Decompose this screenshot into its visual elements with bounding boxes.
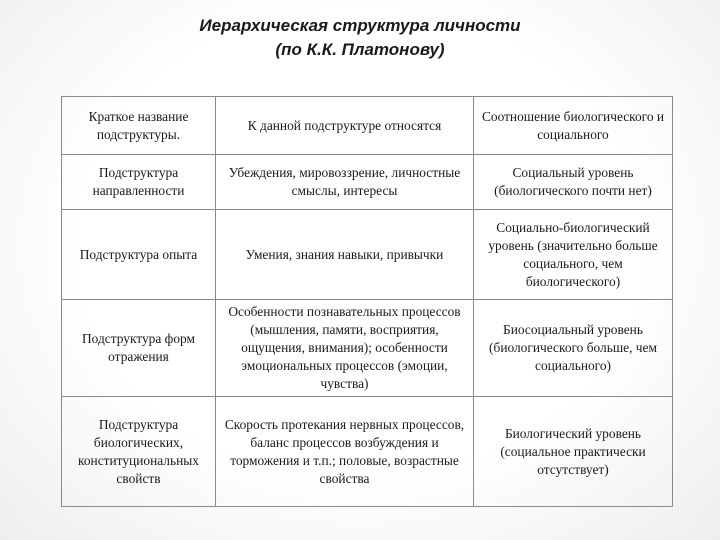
table-cell-content: Умения, знания навыки, привычки: [216, 210, 474, 300]
slide-title: [0, 14, 720, 62]
table-cell-content: Убеждения, мировоззрение, личностные смыслы, интересы: [216, 155, 474, 210]
table-cell-substructure-name: Подструктура опыта: [62, 210, 216, 300]
personality-structure-table: [61, 96, 673, 507]
table-row: [62, 397, 673, 507]
table-cell-substructure-name: Подструктура биологических, конституциональных свойств: [62, 397, 216, 507]
table-row: [62, 300, 673, 397]
structure-table-container: [61, 96, 672, 507]
table-cell-substructure-name: Подструктура форм отражения: [62, 300, 216, 397]
table-cell-substructure-name: Краткое название подструктуры.: [62, 97, 216, 155]
table-cell-ratio: Социально-биологический уровень (значительно больше социального, чем биологического): [474, 210, 673, 300]
table-cell-ratio: Биологический уровень (социальное практически отсутствует): [474, 397, 673, 507]
table-cell-ratio: Соотношение биологического и социального: [474, 97, 673, 155]
table-cell-content: Особенности познавательных процессов (мышления, памяти, восприятия, ощущения, внимания); особенности эмоциональных процессов (эмоции, чувства): [216, 300, 474, 397]
table-cell-content: Скорость протекания нервных процессов, баланс процессов возбуждения и торможения и т.п.; половые, возрастные свойства: [216, 397, 474, 507]
table-cell-ratio: Социальный уровень (биологического почти нет): [474, 155, 673, 210]
title-line-1: Иерархическая структура личности: [199, 16, 521, 35]
table-row: [62, 155, 673, 210]
table-header-row: [62, 97, 673, 155]
table-cell-substructure-name: Подструктура направленности: [62, 155, 216, 210]
table-cell-content: К данной подструктуре относятся: [216, 97, 474, 155]
table-row: [62, 210, 673, 300]
title-line-2: (по К.К. Платонову): [275, 40, 445, 59]
table-cell-ratio: Биосоциальный уровень (биологического больше, чем социального): [474, 300, 673, 397]
